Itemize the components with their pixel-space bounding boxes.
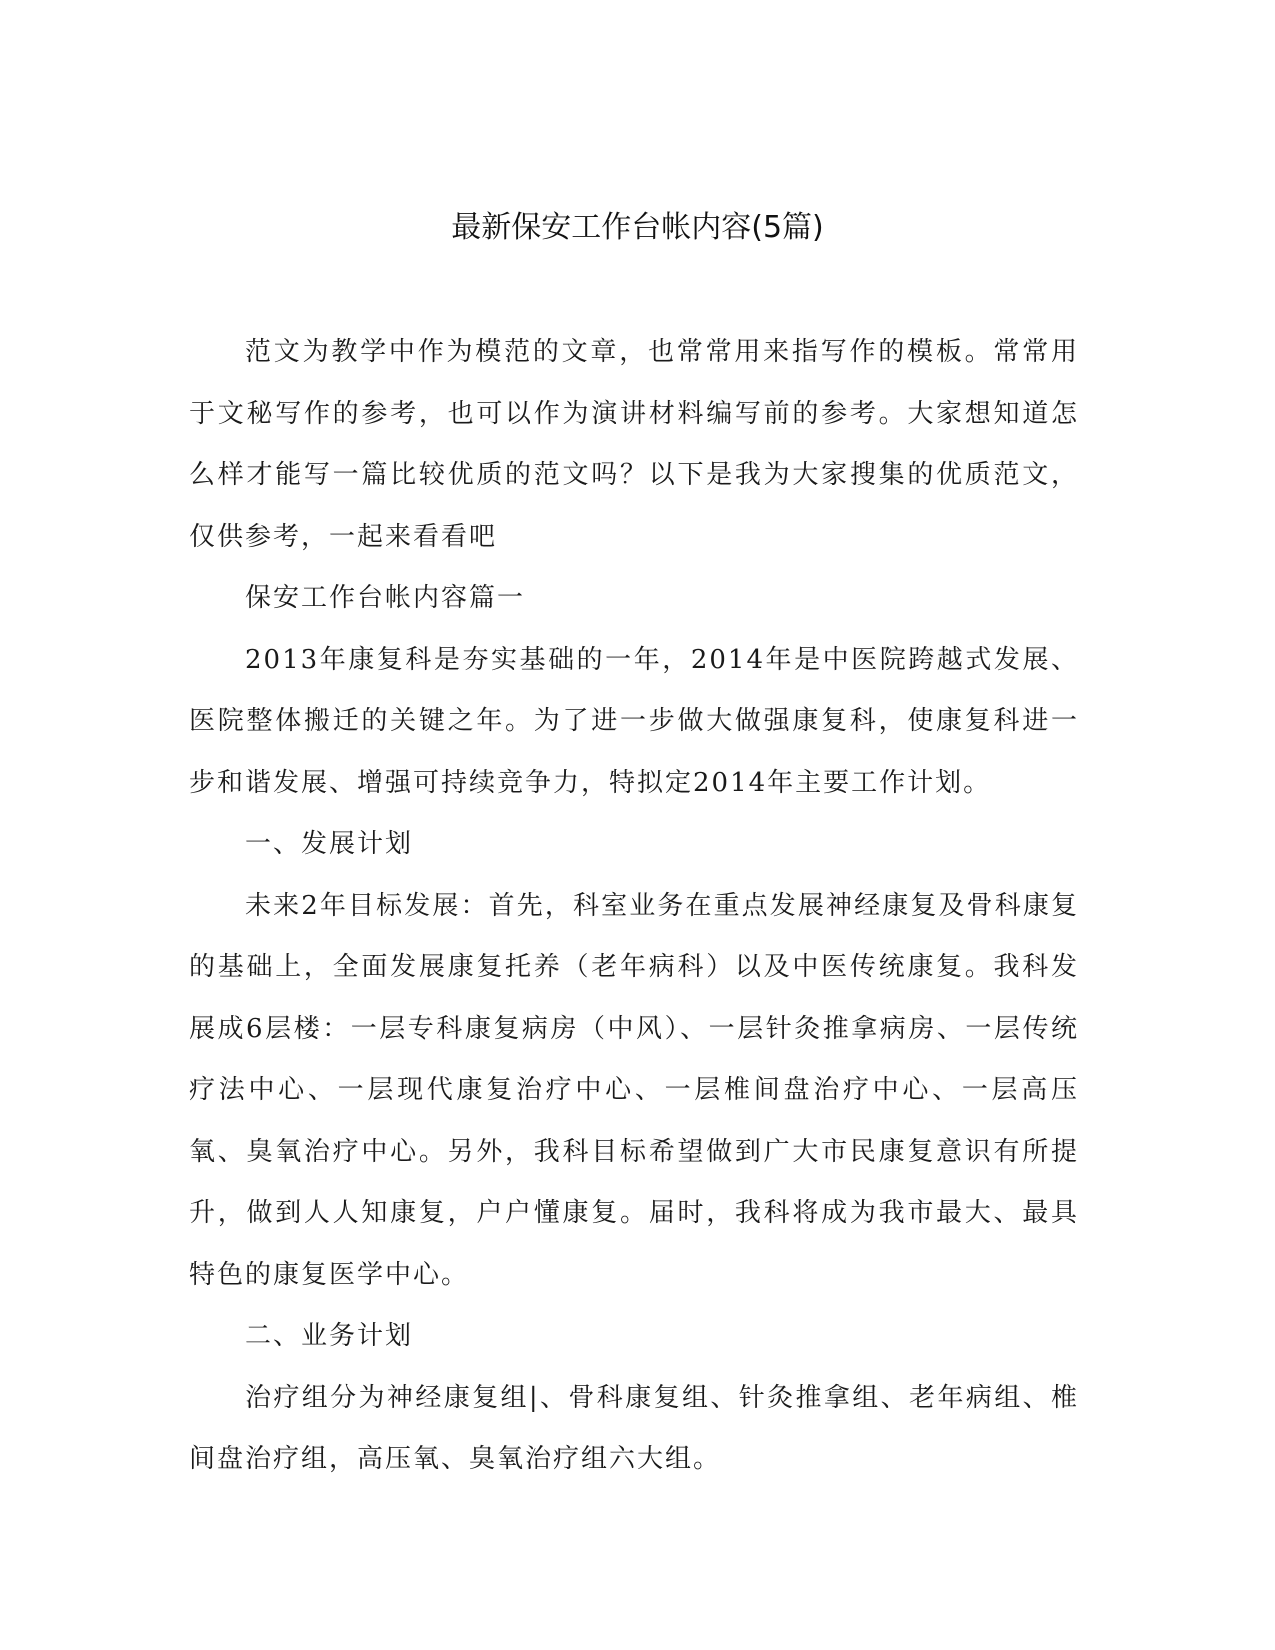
heading-business-plan: 二、业务计划	[245, 1321, 414, 1351]
document-title: 最新保安工作台帐内容(5篇)	[451, 210, 824, 245]
overview-paragraph: 2013年康复科是夯实基础的一年，2014年是中医院跨越式发展、医院整体搬迁的关键之年。为了进一步做大做强康复科，使康复科进一步和谐发展、增强可持续竞争力，特拟定2014年主要工作计划。	[189, 644, 1079, 798]
document-body	[189, 322, 1079, 1491]
heading-development-plan: 一、发展计划	[245, 829, 414, 859]
development-plan-paragraph: 未来2年目标发展：首先，科室业务在重点发展神经康复及骨科康复的基础上，全面发展康复托养（老年病科）以及中医传统康复。我科发展成6层楼：一层专科康复病房（中风）、一层针灸推拿病房、一层传统疗法中心、一层现代康复治疗中心、一层椎间盘治疗中心、一层高压氧、臭氧治疗中心。另外，我科目标希望做到广大市民康复意识有所提升，做到人人知康复，户户懂康复。届时，我科将成为我市最大、最具特色的康复医学中心。	[189, 890, 1079, 1290]
business-plan-paragraph: 治疗组分为神经康复组|、骨科康复组、针灸推拿组、老年病组、椎间盘治疗组，高压氧、臭氧治疗组六大组。	[189, 1382, 1079, 1474]
intro-paragraph: 范文为教学中作为模范的文章，也常常用来指写作的模板。常常用于文秘写作的参考，也可以作为演讲材料编写前的参考。大家想知道怎么样才能写一篇比较优质的范文吗？以下是我为大家搜集的优质范文，仅供参考，一起来看看吧	[189, 337, 1079, 552]
section-heading-part-one: 保安工作台帐内容篇一	[245, 583, 526, 613]
